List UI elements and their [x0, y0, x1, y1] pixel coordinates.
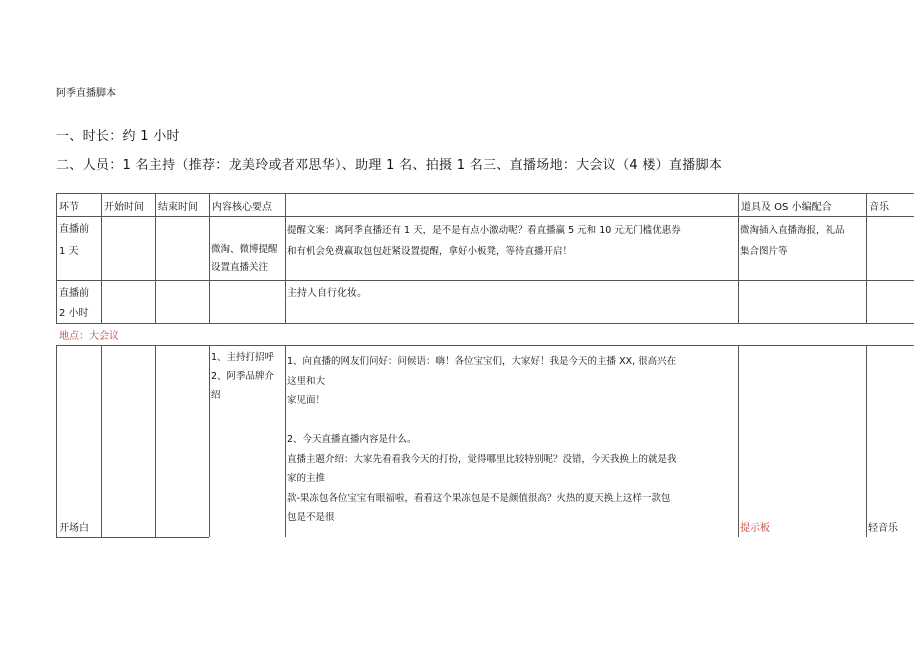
row3-content: 1、向直播的网友们问好：问候语：嗨！各位宝宝们，大家好！我是今天的主播 XX, 很高兴在 这里和大 家见面！ 2、今天直播直播内容是什么。 直播主题介绍：大家先看看我今天的打扮，觉得哪里比较特别呢？没错，今天我换上的就是我 家的主推 款-果冻包各位宝宝有眼福啦，看看这个果冻包是不是颜值很高？火热的夏天换上这样一款包 包是不是很: [287, 356, 677, 523]
col-border-2b: [155, 345, 156, 537]
row1-core-points: 微淘、微博提醒 设置直播关注: [211, 244, 278, 273]
header-music: 音乐: [869, 202, 889, 213]
col-border-2: [155, 193, 156, 323]
row3-props: 提示板: [740, 523, 770, 534]
location-label: 地点：大会议: [59, 331, 119, 342]
col-border-3b: [209, 345, 210, 537]
col-border-5: [738, 193, 739, 323]
staff-line: 二、人员：1 名主持（推荐：龙美玲或者邓思华）、助理 1 名、拍摄 1 名三、直播场地：大会议（4 楼）直播脚本: [56, 158, 723, 173]
table-border-top: [56, 193, 914, 194]
row1-stage: 直播前 1 天: [59, 224, 89, 257]
row3-music: 轻音乐: [868, 523, 898, 534]
col-border-1: [101, 193, 102, 323]
col-border-0: [56, 193, 57, 323]
col-border-1b: [101, 345, 102, 537]
row2-content: 主持人自行化妆。: [287, 288, 367, 299]
row1-border: [56, 280, 914, 281]
col-border-6: [866, 193, 867, 323]
col-border-0b: [56, 345, 57, 537]
row2-border: [56, 323, 914, 324]
col-border-3: [209, 193, 210, 323]
header-end-time: 结束时间: [158, 202, 198, 213]
header-start-time: 开始时间: [104, 202, 144, 213]
row3-core-points: 1、主持打招呼 2、阿季品牌介 绍: [211, 352, 275, 401]
header-stage: 环节: [59, 202, 79, 213]
doc-title: 阿季直播脚本: [56, 88, 116, 99]
header-core-points: 内容核心要点: [212, 202, 272, 213]
duration-line: 一、时长：约 1 小时: [56, 129, 180, 144]
col-border-5b: [738, 345, 739, 537]
row3-stage: 开场白: [59, 523, 89, 534]
row1-content: 提醒文案：离阿季直播还有 1 天，是不是有点小激动呢？看直播赢 5 元和 10 元无门槛优惠券 和有机会免费赢取包包赶紧设置提醒，拿好小板凳，等待直播开启！: [287, 225, 681, 257]
row2-stage: 直播前 2 小时: [59, 288, 89, 319]
row1-props: 微淘插入直播海报，礼品 集合图片等: [740, 225, 845, 257]
header-props: 道具及 OS 小编配合: [741, 202, 832, 213]
col-border-6b: [866, 345, 867, 537]
